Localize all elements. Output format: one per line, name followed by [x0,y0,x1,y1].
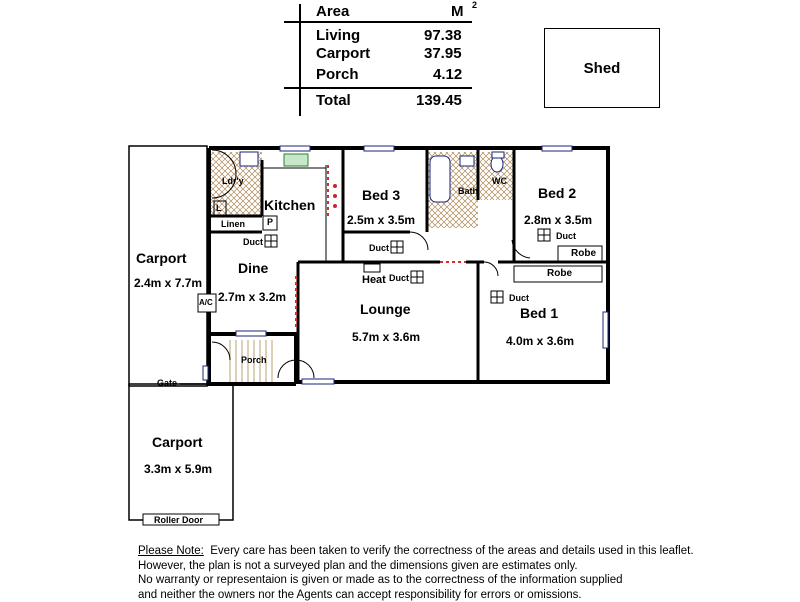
pantry-label: P [267,217,273,227]
note-line-2: However, the plan is not a surveyed plan and the dimensions given are estimates only. [138,559,694,574]
note-lead: Please Note: [138,545,204,557]
area-row-label: Carport [316,45,370,62]
laundry-name: Ldr'y [222,176,244,186]
carport-top-size: 2.4m x 7.7m [134,276,202,290]
area-row-value: 37.95 [424,45,462,62]
duct-icon [265,229,550,303]
duct-label: Duct [369,243,389,253]
area-row-value: 97.38 [424,27,462,44]
ac-label: A/C [199,298,213,307]
area-row-label: Living [316,27,360,44]
area-row-value: 4.12 [433,66,462,83]
area-total-value: 139.45 [416,92,462,109]
linen-name: Linen [221,219,245,229]
heat-label: Heat [362,274,386,286]
note-line-1-text: Every care has been taken to verify the correctness of the areas and details used in this leaflet. [204,545,694,557]
robe-label: Robe [547,268,572,279]
carport-bottom-size: 3.3m x 5.9m [144,462,212,476]
bed3-name: Bed 3 [362,187,400,203]
bed1-name: Bed 1 [520,305,558,321]
note-line-4: and neither the owners nor the Agents can accept responsibility for errors or omissions. [138,588,694,602]
bed2-size: 2.8m x 3.5m [524,213,592,227]
carport-bottom-name: Carport [152,434,203,450]
porch-name: Porch [241,355,267,365]
duct-label: Duct [243,237,263,247]
wc-name: WC [492,176,507,186]
l-cupboard-label: L [216,203,222,213]
carport-top-name: Carport [136,250,187,266]
lounge-size: 5.7m x 3.6m [352,330,420,344]
shed-label: Shed [584,60,621,77]
heater-icon [364,264,380,272]
area-row-label: Porch [316,66,359,83]
gate-label: Gate [157,378,177,388]
area-total-label: Total [316,92,351,109]
area-header-unit-sup: 2 [472,0,477,10]
duct-label: Duct [509,293,529,303]
bed2-name: Bed 2 [538,185,576,201]
roller-door-label: Roller Door [154,515,203,525]
area-header-unit: M [451,3,464,20]
dine-size: 2.7m x 3.2m [218,290,286,304]
kitchen-dots [333,184,337,208]
dine-name: Dine [238,260,268,276]
bath-name: Bath [458,186,478,196]
disclaimer-note [138,544,694,602]
bed3-size: 2.5m x 3.5m [347,213,415,227]
lounge-name: Lounge [360,301,411,317]
duct-label: Duct [556,231,576,241]
bed1-size: 4.0m x 3.6m [506,334,574,348]
area-header-label: Area [316,3,349,20]
duct-label: Duct [389,273,409,283]
note-line-1 [138,544,694,559]
kitchen-name: Kitchen [264,197,315,213]
note-line-3: No warranty or representaion is given or made as to the correctness of the information supplied [138,573,694,588]
robe-label: Robe [571,248,596,259]
